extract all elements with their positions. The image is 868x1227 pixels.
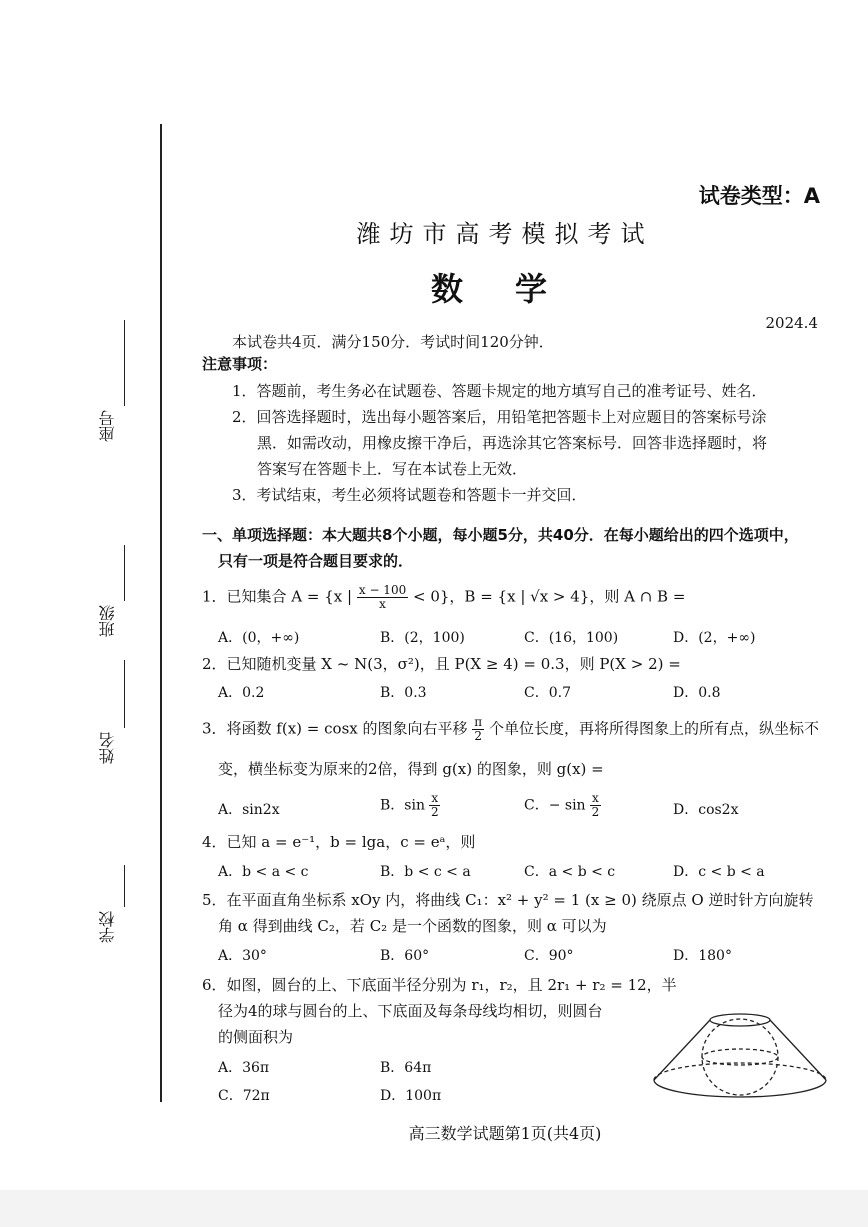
sphere-equator [702,1049,778,1065]
q2-option-d: D．0.8 [673,685,721,701]
question-6-stem-end: 的侧面积为 [218,1028,294,1046]
q1-option-a: A．(0，+∞) [218,630,300,646]
q6-option-d: D．100π [380,1088,442,1104]
frustum-left-edge [654,1020,710,1080]
q1-option-c: C．(16，100) [524,630,619,646]
q3-fraction [472,716,484,743]
q6-option-b: B．64π [380,1060,432,1076]
q1-frac-num: x − 100 [358,583,407,597]
question-6-options-row1 [218,1057,478,1077]
question-5-options [218,945,838,965]
q5-option-b: B．60° [380,948,430,964]
frustum-sphere-figure [650,1010,830,1102]
q1-option-b: B．(2，100) [380,630,465,646]
q5-option-d: D．180° [673,948,732,964]
q1-frac-den: x [379,597,386,611]
question-3-stem [202,716,819,743]
q3-stem-post: 个单位长度，再将所得图象上的所有点，纵坐标不 [488,719,819,738]
q4-option-b: B．b < c < a [380,864,471,880]
intro-text: 本试卷共4页．满分150分．考试时间120分钟． [232,333,554,351]
notice-item-3: 3．考试结束，考生必须将试题卷和答题卡一并交回． [232,486,587,504]
notice-heading: 注意事项： [202,355,278,373]
school-underline [124,865,125,907]
q3-option-a: A．sin2x [218,802,280,818]
section-heading: 一、单项选择题：本大题共8个小题，每小题5分，共40分．在每小题给出的四个选项中， [202,526,799,544]
paper-type: 试卷类型：A [698,184,820,208]
school-label: 学校 [98,911,117,943]
q4-option-a: A．b < a < c [218,864,309,880]
q2-option-b: B．0.3 [380,685,427,701]
subject-title: 数学 [430,270,599,308]
q3-option-c-pre: C．− sin [524,797,586,814]
q3-option-c-frac [590,792,601,819]
question-3-options [218,792,838,824]
class-field [96,545,136,655]
frustum-top-ellipse [710,1014,770,1026]
section-heading-cont: 只有一项是符合题目要求的． [218,552,414,570]
question-2-options [218,682,838,702]
q1-fraction [357,584,408,611]
q3-option-b-pre: B．sin [380,797,425,814]
notice-item-1: 1．答题前，考生务必在试题卷、答题卡规定的地方填写自己的准考证号、姓名． [232,382,767,400]
notice-item-2: 2．回答选择题时，选出每小题答案后，用铅笔把答题卡上对应题目的答案标号涂 [232,408,767,426]
question-4-options [218,861,838,881]
name-label: 姓名 [98,732,117,764]
q3-option-b-frac [429,792,440,819]
q6-option-a: A．36π [218,1060,270,1076]
question-5-stem: 5．在平面直角坐标系 xOy 内，将曲线 C₁：x² + y² = 1 (x ≥ 0) 绕原点 O 逆时针方向旋转 [202,891,814,909]
seat-field [96,320,136,480]
q5-option-a: A．30° [218,948,267,964]
school-field [96,865,136,965]
q1-stem-post: < 0}，B = {x | √x > 4}，则 A ∩ B = [413,587,686,606]
sphere-outline [702,1019,778,1095]
q4-option-d: D．c < b < a [673,864,765,880]
seat-underline [124,320,125,406]
question-2-stem: 2．已知随机变量 X ~ N(3，σ²)，且 P(X ≥ 4) = 0.3，则 P(X > 2) = [202,655,681,673]
q3-option-d: D．cos2x [673,802,739,818]
question-4-stem: 4．已知 a = e⁻¹，b = lga，c = eᵃ，则 [202,833,476,851]
question-6-options-row2 [218,1085,478,1105]
notice-item-2-end: 答案写在答题卡上．写在本试卷上无效． [257,460,528,478]
scan-bottom-strip [0,1190,868,1227]
q3-option-c-num: x [592,791,599,805]
q5-option-c: C．90° [524,948,574,964]
q3-option-b-num: x [431,791,439,805]
q2-option-c: C．0.7 [524,685,571,701]
question-6-stem: 6．如图，圆台的上、下底面半径分别为 r₁，r₂，且 2r₁ + r₂ = 12，半 [202,976,677,994]
q3-option-c [524,792,601,819]
page-footer: 高三数学试题第1页(共4页) [408,1124,602,1143]
q4-option-c: C．a < b < c [524,864,616,880]
seat-label: 座号 [98,410,117,442]
class-label: 班级 [98,605,117,637]
question-5-stem-cont: 角 α 得到曲线 C₂，若 C₂ 是一个函数的图象，则 α 可以为 [218,917,607,935]
q3-frac-den: 2 [474,729,483,743]
q1-option-d: D．(2，+∞) [673,630,756,646]
q1-stem-pre: 1．已知集合 A = {x | [202,587,353,606]
q3-option-b [380,792,440,819]
q6-option-c: C．72π [218,1088,270,1104]
name-field [96,660,136,780]
class-underline [124,545,125,601]
q2-option-a: A．0.2 [218,685,265,701]
question-3-stem-cont: 变，横坐标变为原来的2倍，得到 g(x) 的图象，则 g(x) = [218,760,604,778]
notice-item-2-cont: 黑．如需改动，用橡皮擦干净后，再选涂其它答案标号．回答非选择题时，将 [257,434,768,452]
exam-date: 2024.4 [765,314,818,332]
frustum-right-edge [770,1020,826,1080]
q3-stem-pre: 3．将函数 f(x) = cosx 的图象向右平移 [202,719,468,738]
q3-frac-num: π [474,715,483,729]
question-1-options [218,627,838,647]
frustum-bottom-back [654,1063,826,1080]
q3-option-b-den: 2 [430,805,439,819]
name-underline [124,660,125,728]
question-6-stem-cont: 径为4的球与圆台的上、下底面及每条母线均相切，则圆台 [218,1002,603,1020]
q3-option-c-den: 2 [591,805,600,819]
exam-title: 潍坊市高考模拟考试 [356,220,654,248]
question-1-stem [202,584,685,611]
